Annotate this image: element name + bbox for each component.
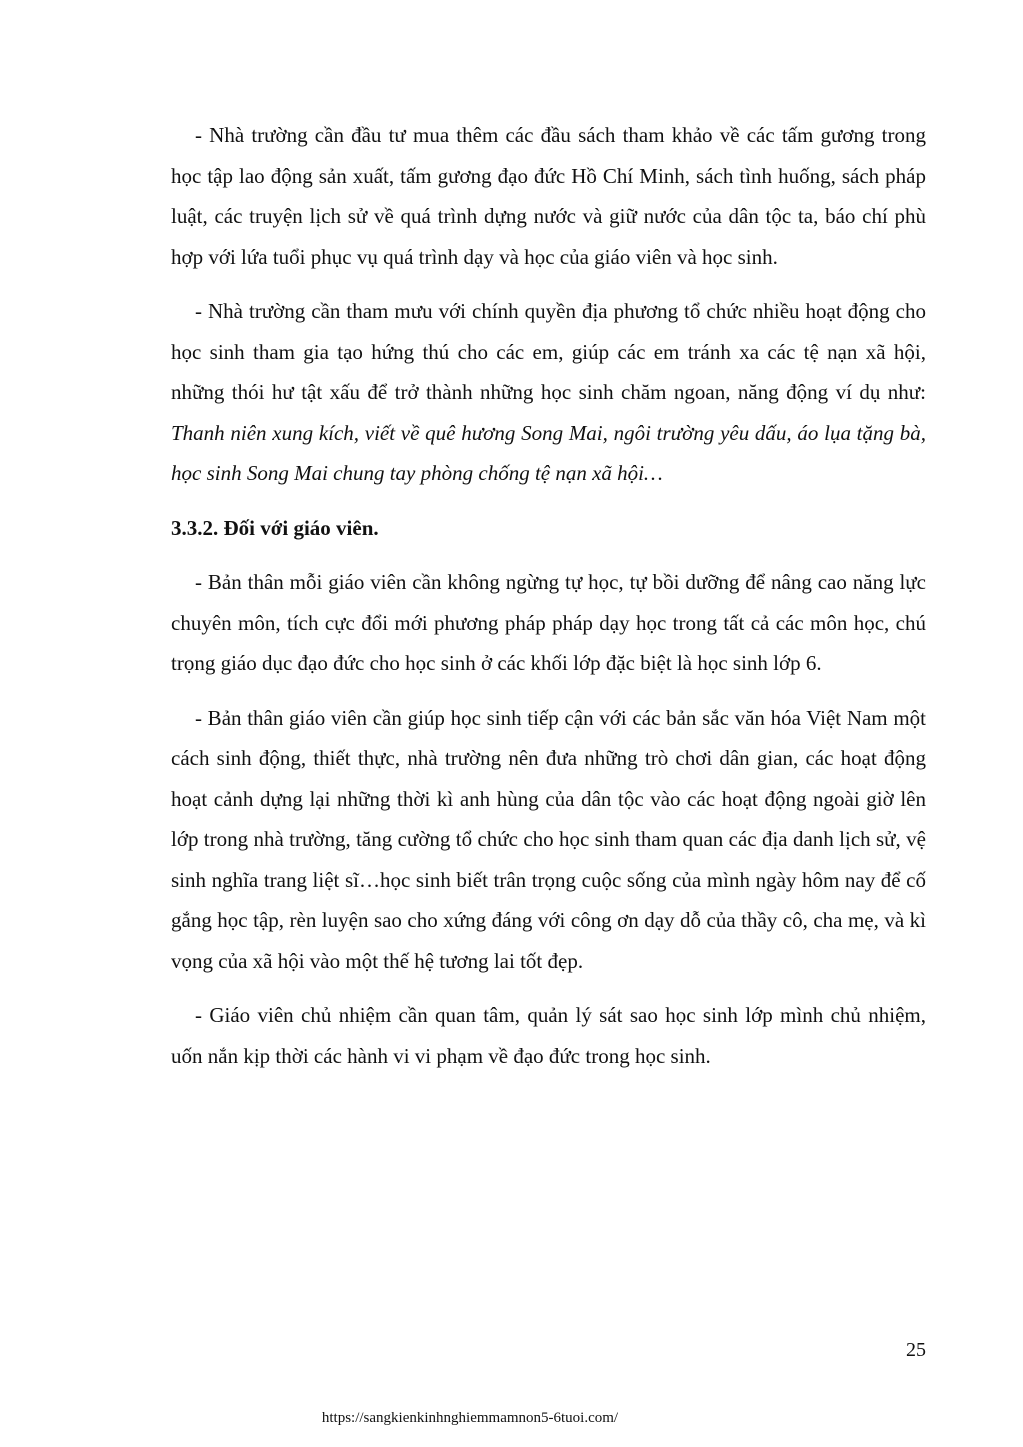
- page-number: 25: [906, 1339, 926, 1361]
- document-body: [171, 115, 926, 1090]
- paragraph-local-activities: [171, 291, 926, 494]
- footer-url: https://sangkienkinhnghiemmamnon5-6tuoi.com/: [321, 1410, 619, 1426]
- paragraph-plain-text: - Nhà trường cần tham mưu với chính quyền địa phương tổ chức nhiều hoạt động cho học sinh tham gia tạo hứng thú cho các em, giúp các em tránh xa các tệ nạn xã hội, những thói hư tật xấu để trở thành những học sinh chăm ngoan, năng động ví dụ như:: [171, 299, 926, 404]
- paragraph-italic-examples: Thanh niên xung kích, viết về quê hương Song Mai, ngôi trường yêu dấu, áo lụa tặng bà, học sinh Song Mai chung tay phòng chống tệ nạn xã hội…: [171, 420, 926, 485]
- paragraph-teacher-culture: - Bản thân giáo viên cần giúp học sinh tiếp cận với các bản sắc văn hóa Việt Nam một cách sinh động, thiết thực, nhà trường nên đưa những trò chơi dân gian, các hoạt động hoạt cảnh dựng lại những thời kì anh hùng của dân tộc vào các hoạt động ngoài giờ lên lớp trong nhà trường, tăng cường tổ chức cho học sinh tham quan các địa danh lịch sử, vệ sinh nghĩa trang liệt sĩ…học sinh biết trân trọng cuộc sống của mình ngày hôm nay để cố gắng học tập, rèn luyện sao cho xứng đáng với công ơn dạy dỗ của thầy cô, cha mẹ, và kì vọng của xã hội vào một thế hệ tương lai tốt đẹp.: [171, 705, 926, 973]
- paragraph-homeroom-teacher: - Giáo viên chủ nhiệm cần quan tâm, quản lý sát sao học sinh lớp mình chủ nhiệm, uốn nắn kịp thời các hành vi vi phạm về đạo đức trong học sinh.: [171, 1003, 926, 1068]
- paragraph-teacher-self-study: - Bản thân mỗi giáo viên cần không ngừng tự học, tự bồi dưỡng để nâng cao năng lực chuyên môn, tích cực đổi mới phương pháp pháp dạy học trong tất cả các môn học, chú trọng giáo dục đạo đức cho học sinh ở các khối lớp đặc biệt là học sinh lớp 6.: [171, 570, 926, 675]
- paragraph-reference-books: - Nhà trường cần đầu tư mua thêm các đầu sách tham khảo về các tấm gương trong học tập lao động sản xuất, tấm gương đạo đức Hồ Chí Minh, sách tình huống, sách pháp luật, các truyện lịch sử về quá trình dựng nước và giữ nước của dân tộc ta, báo chí phù hợp với lứa tuổi phục vụ quá trình dạy và học của giáo viên và học sinh.: [171, 123, 926, 269]
- section-heading: 3.3.2. Đối với giáo viên.: [171, 515, 379, 540]
